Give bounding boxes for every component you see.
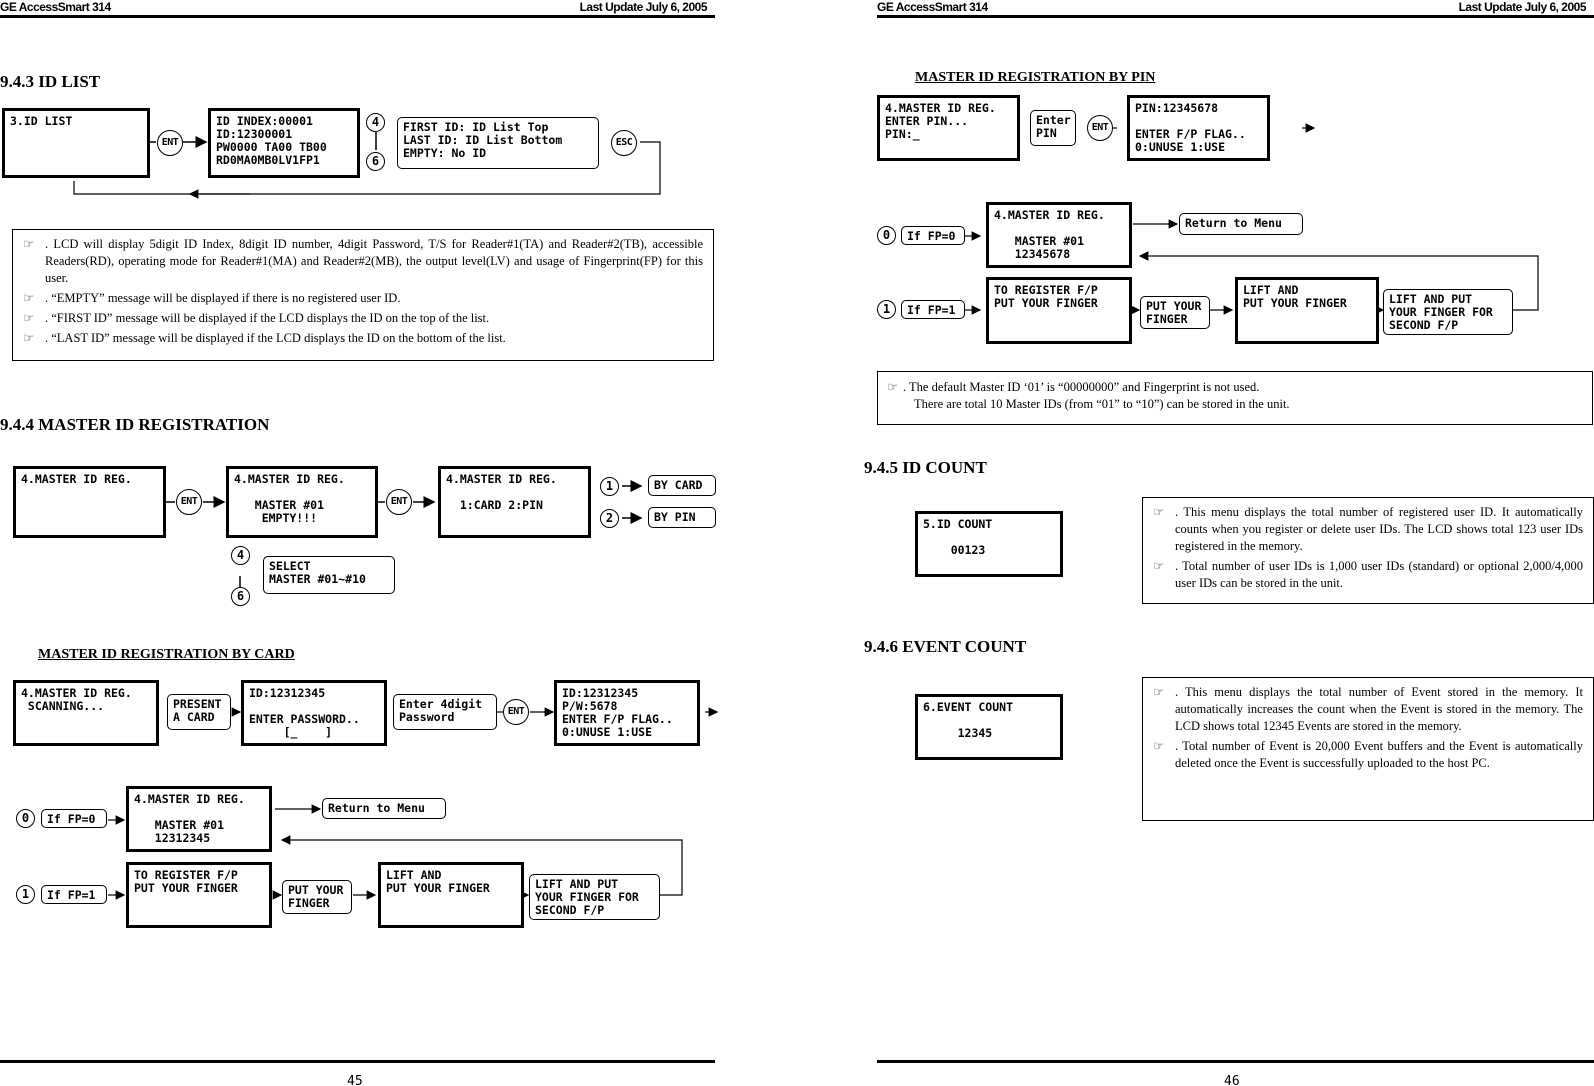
note-item: ☞ . “LAST ID” message will be displayed if the LCD displays the ID on the bottom of the list. xyxy=(23,331,506,345)
note-item: ☞ . Total number of Event is 20,000 Event buffers and the Event is automatically deleted once the Event is successfully uploaded to the host PC. xyxy=(1153,739,1583,770)
lcd-scanning: 4.MASTER ID REG. SCANNING... xyxy=(13,680,159,746)
if-fp0-box: If FP=0 xyxy=(41,809,107,828)
note-item: There are total 10 Master IDs (from “01” to “10”) can be stored in the unit. xyxy=(914,397,1290,411)
section-title-master-id: 9.4.4 MASTER ID REGISTRATION xyxy=(0,415,270,434)
lcd-master-saved: 4.MASTER ID REG. MASTER #01 12312345 xyxy=(126,786,272,852)
lcd-enter-password: ID:12312345 ENTER PASSWORD.. [_ ] xyxy=(241,680,387,746)
lcd-id-count: 5.ID COUNT 00123 xyxy=(915,511,1063,577)
key-2-icon[interactable]: 2 xyxy=(600,509,619,528)
key-0-icon[interactable]: 0 xyxy=(877,226,896,245)
note-item: ☞ . This menu displays the total number of registered user ID. It automatically counts when you register or delete user IDs. The LCD shows total 123 user IDs registered in the memory. xyxy=(1153,505,1583,553)
page-number: 45 xyxy=(347,1074,363,1086)
lcd-master-empty: 4.MASTER ID REG. MASTER #01 EMPTY!!! xyxy=(226,466,378,538)
lcd-pin-fp-flag: PIN:12345678 ENTER F/P FLAG.. 0:UNUSE 1:USE xyxy=(1127,95,1270,161)
lcd-register-fp: TO REGISTER F/P PUT YOUR FINGER xyxy=(986,277,1132,344)
pointing-hand-icon: ☞ xyxy=(23,331,35,345)
section-title-id-list: 9.4.3 ID LIST xyxy=(0,72,101,91)
section-title-id-count: 9.4.5 ID COUNT xyxy=(864,458,987,477)
lcd-id-list: 3.ID LIST xyxy=(2,108,150,178)
note-item: ☞ . “FIRST ID” message will be displayed if the LCD displays the ID on the top of the list. xyxy=(23,311,490,325)
put-finger-box: PUT YOUR FINGER xyxy=(282,880,352,914)
header-product: GE AccessSmart 314 xyxy=(0,0,111,14)
esc-key-icon[interactable]: ESC xyxy=(611,130,637,156)
by-pin-box: BY PIN xyxy=(648,507,716,528)
return-to-menu-box: Return to Menu xyxy=(1179,213,1303,235)
lcd-register-fp: TO REGISTER F/P PUT YOUR FINGER xyxy=(126,862,272,928)
note-item: ☞ . LCD will display 5digit ID Index, 8digit ID number, 4digit Password, T/S for Reader#1(TA) and Reader#2(TB), accessible Readers(RD), operating mode for Reader#1(MA) and Reader#2(MB), the output level(LV) and usage of Fingerprint(FP) for this user. xyxy=(23,237,703,285)
note-item: ☞ . “EMPTY” message will be displayed if there is no registered user ID. xyxy=(23,291,401,305)
pointing-hand-icon: ☞ xyxy=(1153,685,1165,699)
key-4-icon[interactable]: 4 xyxy=(366,113,385,132)
key-6-icon[interactable]: 6 xyxy=(366,152,385,171)
subtitle-by-pin: MASTER ID REGISTRATION BY PIN xyxy=(915,70,1156,85)
pointing-hand-icon: ☞ xyxy=(23,237,35,251)
return-to-menu-box: Return to Menu xyxy=(322,798,446,819)
if-fp0-box: If FP=0 xyxy=(901,226,965,245)
pointing-hand-icon: ☞ xyxy=(1153,505,1165,519)
header-update: Last Update July 6, 2005 xyxy=(1458,0,1586,14)
lift-second-fp-box: LIFT AND PUT YOUR FINGER FOR SECOND F/P xyxy=(1383,289,1513,335)
page-footer xyxy=(0,1060,715,1063)
lcd-lift-put: LIFT AND PUT YOUR FINGER xyxy=(1235,277,1379,344)
if-fp1-box: If FP=1 xyxy=(41,885,107,904)
lcd-master-card-pin: 4.MASTER ID REG. 1:CARD 2:PIN xyxy=(438,466,591,538)
ent-key-icon[interactable]: ENT xyxy=(157,130,183,156)
page-45 xyxy=(0,0,715,1086)
enter-pin-box: Enter PIN xyxy=(1030,110,1076,146)
key-4-icon[interactable]: 4 xyxy=(231,546,250,565)
by-card-box: BY CARD xyxy=(648,475,716,496)
key-6-icon[interactable]: 6 xyxy=(231,587,250,606)
page-46 xyxy=(864,0,1594,1086)
put-finger-box: PUT YOUR FINGER xyxy=(1140,296,1210,329)
ent-key-icon[interactable]: ENT xyxy=(386,489,412,515)
header-product: GE AccessSmart 314 xyxy=(877,0,988,14)
pointing-hand-icon: ☞ xyxy=(23,311,35,325)
lcd-fp-flag: ID:12312345 P/W:5678 ENTER F/P FLAG.. 0:UNUSE 1:USE xyxy=(554,680,700,746)
if-fp1-box: If FP=1 xyxy=(901,300,965,319)
key-1-icon[interactable]: 1 xyxy=(877,300,896,319)
note-item: ☞ . Total number of user IDs is 1,000 user IDs (standard) or optional 2,000/4,000 user IDs can be stored in the unit. xyxy=(1153,559,1583,590)
page-footer xyxy=(877,1060,1594,1063)
by-card-flow-arrows xyxy=(0,0,715,1086)
header-update: Last Update July 6, 2005 xyxy=(579,0,707,14)
key-1-icon[interactable]: 1 xyxy=(600,477,619,496)
pointing-hand-icon: ☞ xyxy=(23,291,35,305)
key-0-icon[interactable]: 0 xyxy=(16,809,35,828)
lcd-lift-put: LIFT AND PUT YOUR FINGER xyxy=(378,862,524,928)
lcd-id-index: ID INDEX:00001 ID:12300001 PW0000 TA00 TB00 RD0MA0MB0LV1FP1 xyxy=(208,108,360,178)
present-card-box: PRESENT A CARD xyxy=(167,694,231,730)
note-item: ☞ . This menu displays the total number of Event stored in the memory. It automatically increases the count when the Event is stored in the memory. The LCD shows total 12345 Events are stored in the memory. xyxy=(1153,685,1583,733)
lcd-master-reg: 4.MASTER ID REG. xyxy=(13,466,166,538)
section-title-event-count: 9.4.6 EVENT COUNT xyxy=(864,637,1027,656)
pointing-hand-icon: ☞ xyxy=(887,380,899,394)
subtitle-by-card: MASTER ID REGISTRATION BY CARD xyxy=(38,647,295,662)
lift-second-fp-box: LIFT AND PUT YOUR FINGER FOR SECOND F/P xyxy=(529,874,660,920)
event-count-notes xyxy=(1142,677,1594,821)
ent-key-icon[interactable]: ENT xyxy=(503,699,529,725)
ent-key-icon[interactable]: ENT xyxy=(176,489,202,515)
id-list-info-box: FIRST ID: ID List Top LAST ID: ID List Bottom EMPTY: No ID xyxy=(397,117,599,169)
id-count-notes xyxy=(1142,497,1594,604)
enter-4digit-box: Enter 4digit Password xyxy=(393,694,497,730)
by-pin-notes xyxy=(877,371,1593,425)
key-1-icon[interactable]: 1 xyxy=(16,885,35,904)
pointing-hand-icon: ☞ xyxy=(1153,739,1165,753)
page-number: 46 xyxy=(1224,1074,1240,1086)
ent-key-icon[interactable]: ENT xyxy=(1087,115,1113,141)
note-item: ☞ . The default Master ID ‘01’ is “00000000” and Fingerprint is not used. xyxy=(887,380,1260,394)
pointing-hand-icon: ☞ xyxy=(1153,559,1165,573)
lcd-event-count: 6.EVENT COUNT 12345 xyxy=(915,694,1063,760)
lcd-enter-pin: 4.MASTER ID REG. ENTER PIN... PIN:_ xyxy=(877,95,1020,161)
select-master-box: SELECT MASTER #01~#10 xyxy=(263,556,395,594)
lcd-master-saved: 4.MASTER ID REG. MASTER #01 12345678 xyxy=(986,202,1132,268)
